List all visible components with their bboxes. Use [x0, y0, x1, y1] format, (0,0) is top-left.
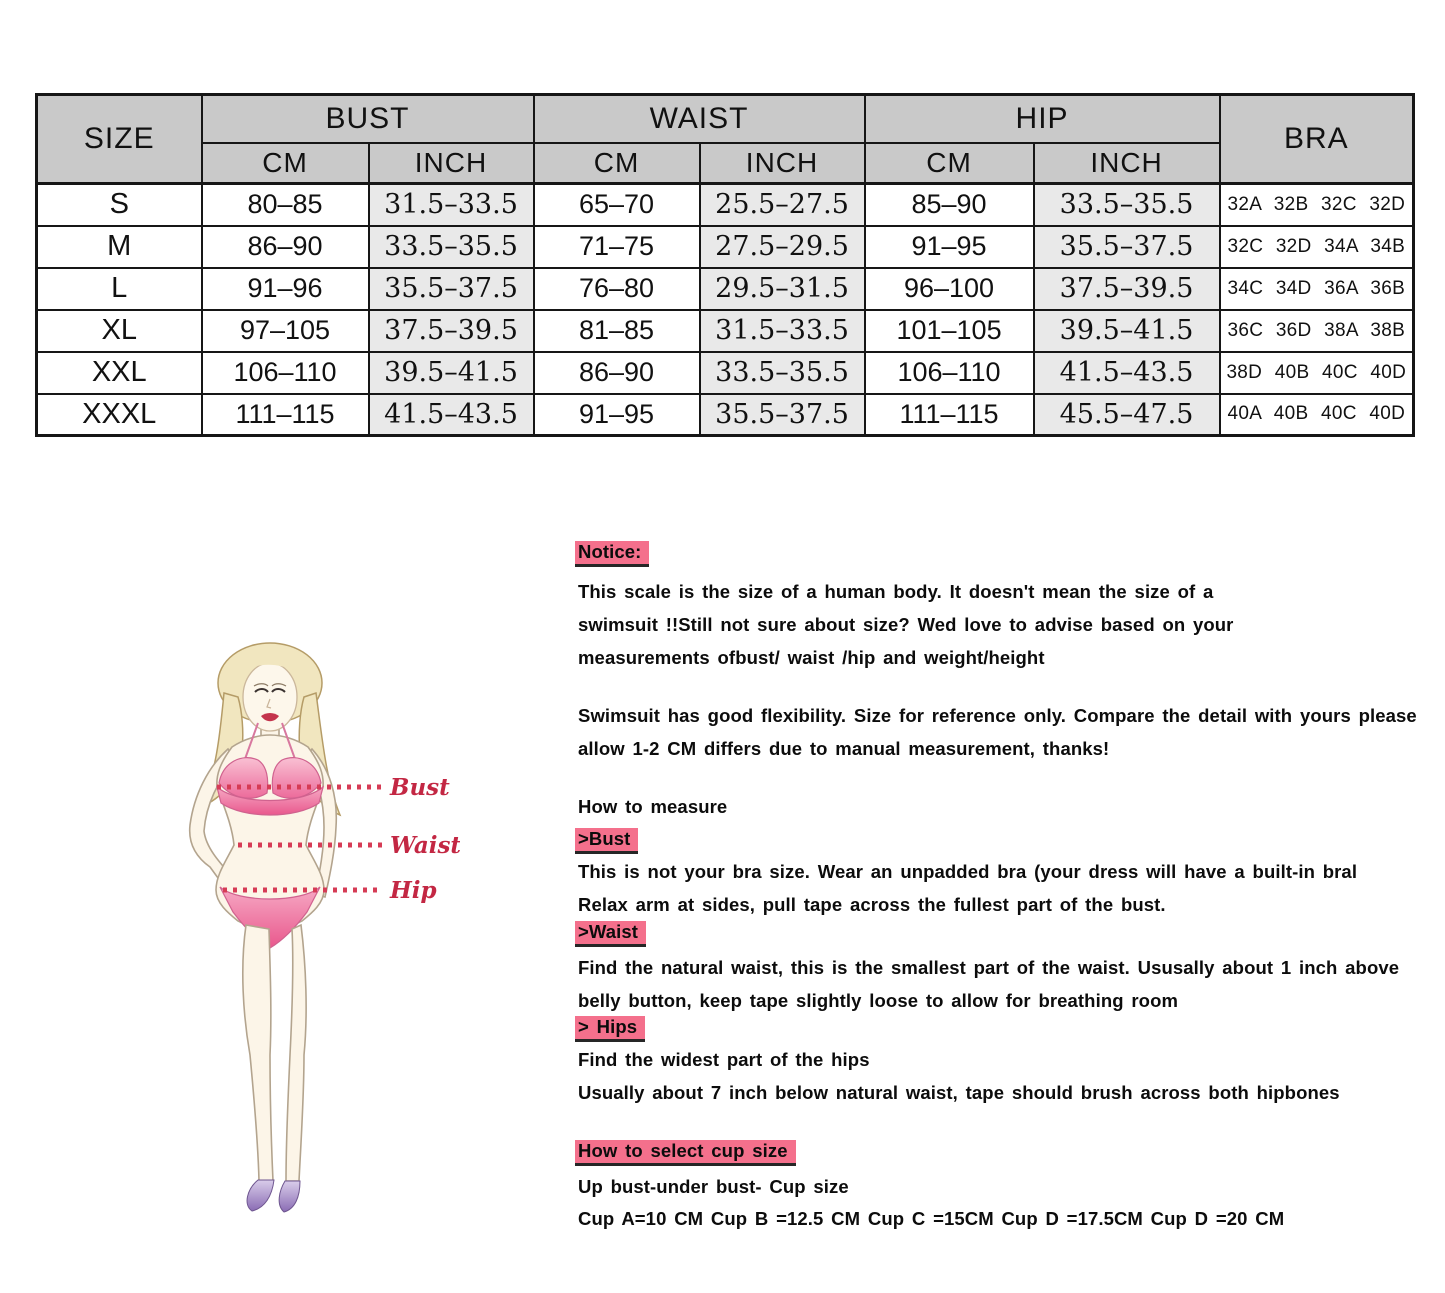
cell-waist-inch: 35.5–37.5 — [700, 394, 865, 436]
hip-label: Hip — [390, 877, 437, 904]
cell-hip-inch: 37.5–39.5 — [1034, 268, 1220, 310]
cell-waist-inch: 25.5–27.5 — [700, 184, 865, 226]
left-leg — [243, 925, 273, 1181]
cell-size: M — [37, 226, 202, 268]
cell-bust-inch: 35.5–37.5 — [369, 268, 534, 310]
cell-waist-inch: 33.5–35.5 — [700, 352, 865, 394]
col-header-bust-cm: CM — [202, 143, 369, 184]
hips-heading-highlight: > Hips — [575, 1016, 645, 1042]
col-header-size: SIZE — [37, 95, 202, 184]
cell-bust-cm: 106–110 — [202, 352, 369, 394]
table-group-header-row — [37, 95, 1414, 144]
bust-label: Bust — [390, 774, 450, 801]
cell-waist-cm: 81–85 — [534, 310, 700, 352]
cell-hip-cm: 101–105 — [865, 310, 1034, 352]
col-header-bust: BUST — [202, 95, 534, 144]
cup-size-heading — [578, 1140, 796, 1166]
measurement-figure — [120, 635, 460, 1235]
notice-line: This scale is the size of a human body. It doesn't mean the size of a — [578, 581, 1214, 602]
cell-waist-cm: 65–70 — [534, 184, 700, 226]
hips-instruction-line: Usually about 7 inch below natural waist, tape should brush across both hipbones — [578, 1082, 1340, 1103]
waist-label: Waist — [390, 832, 460, 859]
cell-waist-inch: 29.5–31.5 — [700, 268, 865, 310]
cell-hip-cm: 111–115 — [865, 394, 1034, 436]
cell-size: XXL — [37, 352, 202, 394]
cell-waist-cm: 76–80 — [534, 268, 700, 310]
cell-waist-cm: 86–90 — [534, 352, 700, 394]
cell-bra: 32C 32D 34A 34B — [1220, 226, 1414, 268]
flexibility-line: Swimsuit has good flexibility. Size for reference only. Compare the detail with yours please — [578, 705, 1417, 726]
cell-bust-cm: 80–85 — [202, 184, 369, 226]
table-row-xl — [37, 310, 1414, 352]
cell-size: XL — [37, 310, 202, 352]
hips-instruction-line: Find the widest part of the hips — [578, 1049, 870, 1070]
cell-bra: 40A 40B 40C 40D — [1220, 394, 1414, 436]
cell-bust-inch: 33.5–35.5 — [369, 226, 534, 268]
left-shoe — [247, 1180, 274, 1211]
notice-heading-highlight: Notice: — [575, 541, 649, 567]
cell-waist-cm: 91–95 — [534, 394, 700, 436]
cell-hip-inch: 33.5–35.5 — [1034, 184, 1220, 226]
cell-hip-cm: 96–100 — [865, 268, 1034, 310]
cell-bra: 36C 36D 38A 38B — [1220, 310, 1414, 352]
cell-hip-inch: 41.5–43.5 — [1034, 352, 1220, 394]
cell-hip-cm: 91–95 — [865, 226, 1034, 268]
cell-size: XXXL — [37, 394, 202, 436]
flexibility-line: allow 1-2 CM differs due to manual measurement, thanks! — [578, 738, 1110, 759]
cell-size: L — [37, 268, 202, 310]
right-leg — [286, 925, 306, 1181]
col-header-waist-cm: CM — [534, 143, 700, 184]
waist-heading — [578, 921, 646, 947]
bust-heading-highlight: >Bust — [575, 828, 638, 854]
cell-hip-inch: 35.5–37.5 — [1034, 226, 1220, 268]
table-row-m — [37, 226, 1414, 268]
waist-instruction-line: belly button, keep tape slightly loose to allow for breathing room — [578, 990, 1179, 1011]
table-row-xxxl — [37, 394, 1414, 436]
waist-instruction-line: Find the natural waist, this is the smallest part of the waist. Ususally about 1 inch above — [578, 957, 1400, 978]
cell-hip-inch: 39.5–41.5 — [1034, 310, 1220, 352]
cell-bust-inch: 37.5–39.5 — [369, 310, 534, 352]
cell-bust-inch: 31.5–33.5 — [369, 184, 534, 226]
cell-waist-inch: 27.5–29.5 — [700, 226, 865, 268]
how-to-measure-heading: How to measure — [578, 796, 728, 817]
cell-hip-inch: 45.5–47.5 — [1034, 394, 1220, 436]
cell-bust-cm: 97–105 — [202, 310, 369, 352]
notice-heading — [578, 541, 649, 567]
cell-bust-cm: 86–90 — [202, 226, 369, 268]
col-header-hip-inch: INCH — [1034, 143, 1220, 184]
col-header-waist: WAIST — [534, 95, 865, 144]
table-unit-header-row — [37, 143, 1414, 184]
cell-bust-cm: 91–96 — [202, 268, 369, 310]
hips-heading — [578, 1016, 645, 1042]
table-row-l — [37, 268, 1414, 310]
bust-instruction-line: Relax arm at sides, pull tape across the fullest part of the bust. — [578, 894, 1166, 915]
cell-bust-cm: 111–115 — [202, 394, 369, 436]
bust-instruction-line: This is not your bra size. Wear an unpadded bra (your dress will have a built-in bral — [578, 861, 1358, 882]
notice-line: swimsuit !!Still not sure about size? Wed love to advise based on your — [578, 614, 1234, 635]
cell-bust-inch: 41.5–43.5 — [369, 394, 534, 436]
right-shoe — [279, 1181, 300, 1212]
col-header-hip: HIP — [865, 95, 1220, 144]
woman-sketch-illustration — [120, 635, 460, 1235]
cup-size-line: Cup A=10 CM Cup B =12.5 CM Cup C =15CM Cup D =17.5CM Cup D =20 CM — [578, 1208, 1285, 1229]
cell-waist-cm: 71–75 — [534, 226, 700, 268]
bust-heading — [578, 828, 638, 854]
size-table — [35, 93, 1415, 437]
cell-bust-inch: 39.5–41.5 — [369, 352, 534, 394]
notice-line: measurements ofbust/ waist /hip and weight/height — [578, 647, 1045, 668]
table-row-s — [37, 184, 1414, 226]
table-row-xxl — [37, 352, 1414, 394]
col-header-waist-inch: INCH — [700, 143, 865, 184]
cell-bra: 38D 40B 40C 40D — [1220, 352, 1414, 394]
cup-size-heading-highlight: How to select cup size — [575, 1140, 796, 1166]
col-header-bust-inch: INCH — [369, 143, 534, 184]
cell-hip-cm: 85–90 — [865, 184, 1034, 226]
waist-heading-highlight: >Waist — [575, 921, 646, 947]
cell-hip-cm: 106–110 — [865, 352, 1034, 394]
col-header-hip-cm: CM — [865, 143, 1034, 184]
cell-bra: 32A 32B 32C 32D — [1220, 184, 1414, 226]
cell-size: S — [37, 184, 202, 226]
cell-bra: 34C 34D 36A 36B — [1220, 268, 1414, 310]
col-header-bra: BRA — [1220, 95, 1414, 184]
cell-waist-inch: 31.5–33.5 — [700, 310, 865, 352]
cup-size-line: Up bust-under bust- Cup size — [578, 1176, 849, 1197]
